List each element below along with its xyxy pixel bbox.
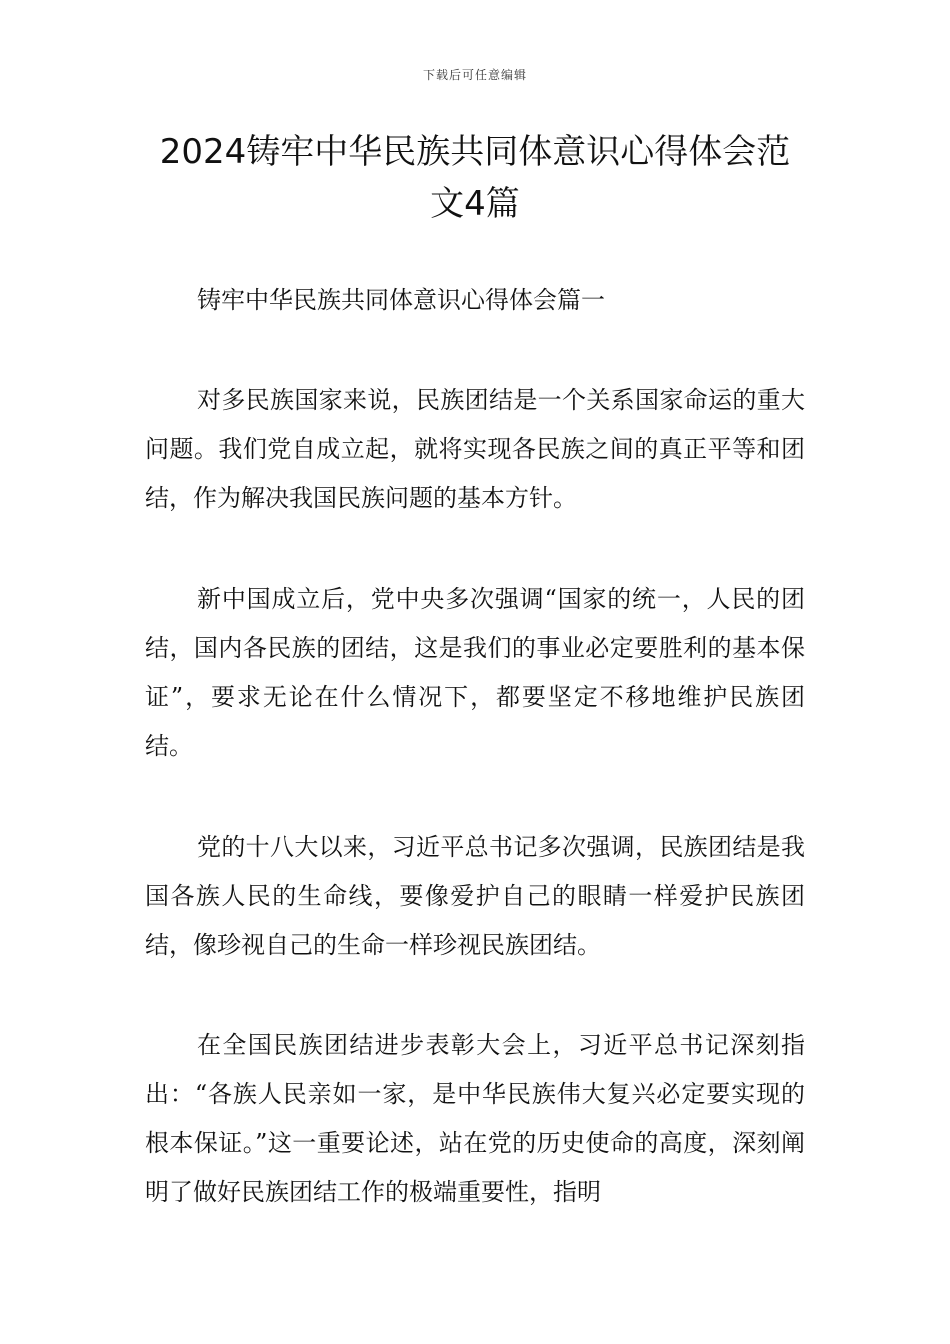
paragraph-4: 在全国民族团结进步表彰大会上，习近平总书记深刻指出：“各族人民亲如一家，是中华民族伟大复兴必定要实现的根本保证。”这一重要论述，站在党的历史使命的高度，深刻阐明了做好民族团结工作的极端重要性，指明 [145, 1031, 805, 1206]
paragraph-3: 党的十八大以来，习近平总书记多次强调，民族团结是我国各族人民的生命线，要像爱护自己的眼睛一样爱护民族团结，像珍视自己的生命一样珍视民族团结。 [145, 833, 805, 959]
document-title: 2024铸牢中华民族共同体意识心得体会范文4篇 [159, 132, 791, 224]
header-note: 下载后可任意编辑 [422, 68, 527, 82]
paragraph-1: 对多民族国家来说，民族团结是一个关系国家命运的重大问题。我们党自成立起，就将实现各民族之间的真正平等和团结，作为解决我国民族问题的基本方针。 [145, 386, 805, 512]
section-heading: 铸牢中华民族共同体意识心得体会篇一 [197, 286, 605, 314]
paragraph-2: 新中国成立后，党中央多次强调“国家的统一，人民的团结，国内各民族的团结，这是我们的事业必定要胜利的基本保证”，要求无论在什么情况下，都要坚定不移地维护民族团结。 [145, 585, 805, 760]
